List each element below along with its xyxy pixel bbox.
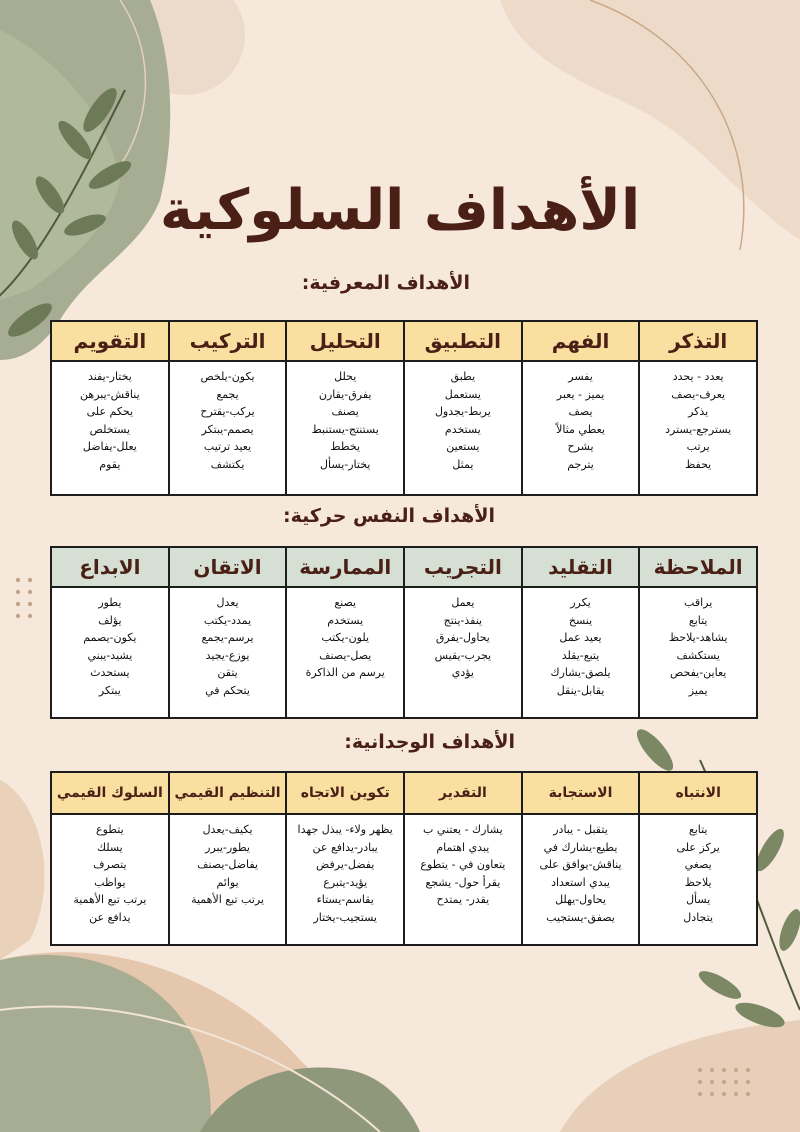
col-header: الممارسة: [286, 547, 404, 587]
verb-item: يحفظ: [685, 457, 712, 471]
col-header: التجريب: [404, 547, 522, 587]
verb-item: يعلل-يفاضل: [82, 440, 137, 453]
verb-item: يعرف-يصف: [671, 387, 726, 401]
verb-item: يكون-يلخص: [200, 370, 255, 383]
verb-item: يفضل-يرفض: [316, 858, 375, 871]
verb-item: يشرح: [567, 440, 594, 453]
verb-cell: [286, 587, 404, 718]
verb-item: يذكر: [688, 405, 709, 418]
col-header: الانتباه: [639, 772, 757, 814]
verb-item: يطور: [98, 596, 122, 609]
verb-item: يستخدم: [444, 422, 481, 436]
verb-item: يصف: [568, 405, 593, 418]
verb-item: يقدر- يمتدح: [436, 893, 490, 906]
verb-item: يلصق-يشارك: [550, 666, 611, 679]
verb-item: يتجادل: [683, 910, 714, 924]
verb-item: يخطط: [330, 440, 361, 453]
verb-item: يقاسم-يستاء: [316, 893, 374, 906]
affective-table: [50, 771, 758, 946]
verb-item: يترجم: [567, 457, 594, 471]
verb-item: يعطي مثالاً: [556, 422, 605, 436]
verb-item: يصنف: [331, 405, 359, 418]
verb-item: يربط-يجدول: [434, 405, 491, 418]
verb-cell: [169, 587, 287, 718]
verb-item: يحاول-يهلل: [555, 893, 606, 906]
verb-cell: [286, 814, 404, 945]
verb-cell: [286, 361, 404, 495]
table-row: [51, 814, 757, 945]
verb-item: يرتب تبع الأهمية: [191, 893, 265, 906]
verb-item: يبدي استعداد: [551, 875, 610, 889]
verb-item: يستحدث: [90, 666, 130, 679]
psychomotor-table: [50, 546, 758, 719]
col-header: التطبيق: [404, 321, 522, 361]
verb-item: يكرر: [570, 596, 591, 609]
verb-item: يعيد عمل: [559, 631, 602, 644]
col-header: تكوين الاتجاه: [286, 772, 404, 814]
verb-item: يستجيب-يختار: [313, 910, 377, 924]
table-row: [51, 361, 757, 495]
verb-item: يستعين: [446, 440, 480, 453]
verb-item: يتقبل - يبادر: [553, 823, 608, 836]
table-header-row: [51, 321, 757, 361]
verb-item: يستخدم: [327, 613, 364, 627]
verb-item: يميز - يعبر: [556, 387, 605, 401]
verb-item: يتابع: [688, 613, 708, 627]
verb-item: يعاين-يفحص: [670, 666, 727, 679]
col-header: السلوك القيمي: [51, 772, 169, 814]
verb-item: يطيع-يشارك في: [543, 840, 618, 854]
verb-item: يتابع: [688, 823, 708, 836]
verb-item: يختار-يفند: [87, 370, 132, 383]
verb-item: يعدد - يحدد: [672, 370, 724, 383]
verb-cell: [169, 361, 287, 495]
verb-item: يتطوع: [96, 823, 124, 836]
verb-item: يميز: [688, 683, 708, 697]
verb-item: يكون-يصمم: [83, 631, 137, 644]
psychomotor-heading: الأهداف النفس حركية:: [283, 505, 495, 527]
verb-item: يتقن: [217, 666, 238, 679]
verb-item: يراقب: [684, 596, 713, 609]
verb-item: يناقش-يوافق على: [539, 858, 622, 871]
verb-item: يستكشف: [676, 648, 720, 662]
verb-item: يناقش-يبرهن: [80, 387, 140, 401]
verb-item: يطور-يبرر: [205, 840, 250, 854]
verb-item: يدافع عن: [89, 910, 131, 924]
verb-item: يرسم-يجمع: [201, 631, 254, 644]
verb-cell: [522, 587, 640, 718]
affective-heading: الأهداف الوجدانية:: [344, 731, 515, 753]
verb-item: يحكم على: [86, 405, 134, 418]
verb-item: يؤيد-يتبرع: [323, 875, 368, 889]
verb-item: يصل-يصنف: [319, 648, 372, 662]
verb-item: يركب-يقترح: [200, 405, 255, 418]
table-header-row: [51, 547, 757, 587]
verb-item: يجرب-يقيس: [434, 648, 492, 662]
table-row: [51, 587, 757, 718]
col-header: التركيب: [169, 321, 287, 361]
verb-item: يفسر: [568, 370, 593, 383]
verb-item: يلاحظ: [684, 875, 712, 889]
table-header-row: [51, 772, 757, 814]
verb-cell: [639, 814, 757, 945]
verb-item: يؤدي: [451, 666, 474, 679]
col-header: التقليد: [522, 547, 640, 587]
cognitive-table: [50, 320, 758, 496]
verb-cell: [639, 361, 757, 495]
verb-item: يستعمل: [444, 387, 481, 401]
verb-item: يتصرف: [93, 858, 127, 871]
verb-item: يستخلص: [89, 422, 131, 436]
col-header: التقويم: [51, 321, 169, 361]
verb-item: يصنع: [334, 596, 357, 609]
verb-cell: [51, 361, 169, 495]
verb-item: يمدد-يكتب: [203, 613, 252, 627]
verb-item: يعيد ترتيب: [203, 440, 252, 453]
verb-cell: [639, 587, 757, 718]
verb-item: يؤلف: [98, 613, 122, 627]
verb-item: يتعاون في - يتطوع: [420, 858, 506, 871]
col-header: الاتقان: [169, 547, 287, 587]
verb-item: يجمع: [216, 387, 239, 401]
verb-cell: [51, 587, 169, 718]
verb-item: يفرق-يقارن: [318, 387, 372, 401]
verb-item: يقابل-ينقل: [556, 683, 605, 697]
verb-item: يختار-يسأل: [320, 457, 371, 471]
verb-cell: [404, 361, 522, 495]
verb-item: يمثل: [452, 457, 474, 471]
verb-item: يلون-يكتب: [321, 631, 370, 644]
verb-cell: [404, 814, 522, 945]
verb-item: يظهر ولاء- يبذل جهدا: [297, 823, 393, 836]
verb-item: يفاضل-يصنف: [197, 858, 259, 871]
verb-item: يصمم-يبتكر: [201, 422, 254, 436]
col-header: التحليل: [286, 321, 404, 361]
col-header: الفهم: [522, 321, 640, 361]
verb-item: يشيد-يبني: [87, 648, 133, 662]
verb-item: يستنتج-يستنبط: [311, 422, 379, 436]
verb-cell: [169, 814, 287, 945]
verb-item: يكيف-يعدل: [202, 823, 253, 836]
verb-item: يقرأ حول- يشجع: [425, 875, 501, 889]
verb-cell: [522, 814, 640, 945]
verb-item: يطبق: [450, 370, 476, 383]
verb-item: يرسم من الذاكرة: [305, 666, 385, 679]
verb-cell: [404, 587, 522, 718]
verb-item: يشاهد-يلاحظ: [668, 631, 728, 644]
page-title: الأهداف السلوكية: [159, 178, 641, 243]
verb-item: يشارك - يعتني ب: [423, 823, 503, 836]
col-header: التنظيم القيمي: [169, 772, 287, 814]
verb-item: يقوم: [99, 457, 121, 471]
verb-item: يرتب: [686, 440, 710, 453]
verb-cell: [522, 361, 640, 495]
verb-item: ينسخ: [568, 613, 593, 627]
verb-item: يبدي اهتمام: [436, 840, 490, 854]
verb-item: يكتشف: [210, 457, 245, 471]
col-header: التقدير: [404, 772, 522, 814]
verb-item: يصغي: [684, 858, 712, 871]
verb-item: يبادر-يدافع عن: [312, 840, 378, 854]
verb-item: يركز على: [676, 840, 720, 854]
verb-item: يسترجع-يسترد: [665, 422, 732, 436]
verb-item: يحلل: [334, 370, 357, 383]
verb-item: يبتكر: [98, 683, 121, 697]
col-header: التذكر: [639, 321, 757, 361]
verb-item: يصفق-يستجيب: [546, 910, 615, 924]
col-header: الملاحظة: [639, 547, 757, 587]
verb-item: يتحكم في: [205, 683, 250, 697]
verb-item: يتبع-يقلد: [561, 648, 600, 662]
col-header: الابداع: [51, 547, 169, 587]
verb-item: يوائم: [216, 875, 239, 889]
verb-item: يعمل: [451, 596, 475, 609]
verb-item: يواظب: [94, 875, 126, 889]
verb-item: يعدل: [216, 596, 239, 609]
verb-cell: [51, 814, 169, 945]
verb-item: يرتب تبع الأهمية: [73, 893, 147, 906]
verb-item: ينفذ-ينتج: [443, 613, 483, 627]
col-header: الاستجابة: [522, 772, 640, 814]
verb-item: يحاول-يفرق: [435, 631, 490, 644]
verb-item: يسلك: [96, 840, 123, 854]
verb-item: يسأل: [686, 893, 711, 906]
verb-item: يوزع-يجيد: [205, 648, 250, 662]
cognitive-heading: الأهداف المعرفية:: [301, 272, 470, 294]
